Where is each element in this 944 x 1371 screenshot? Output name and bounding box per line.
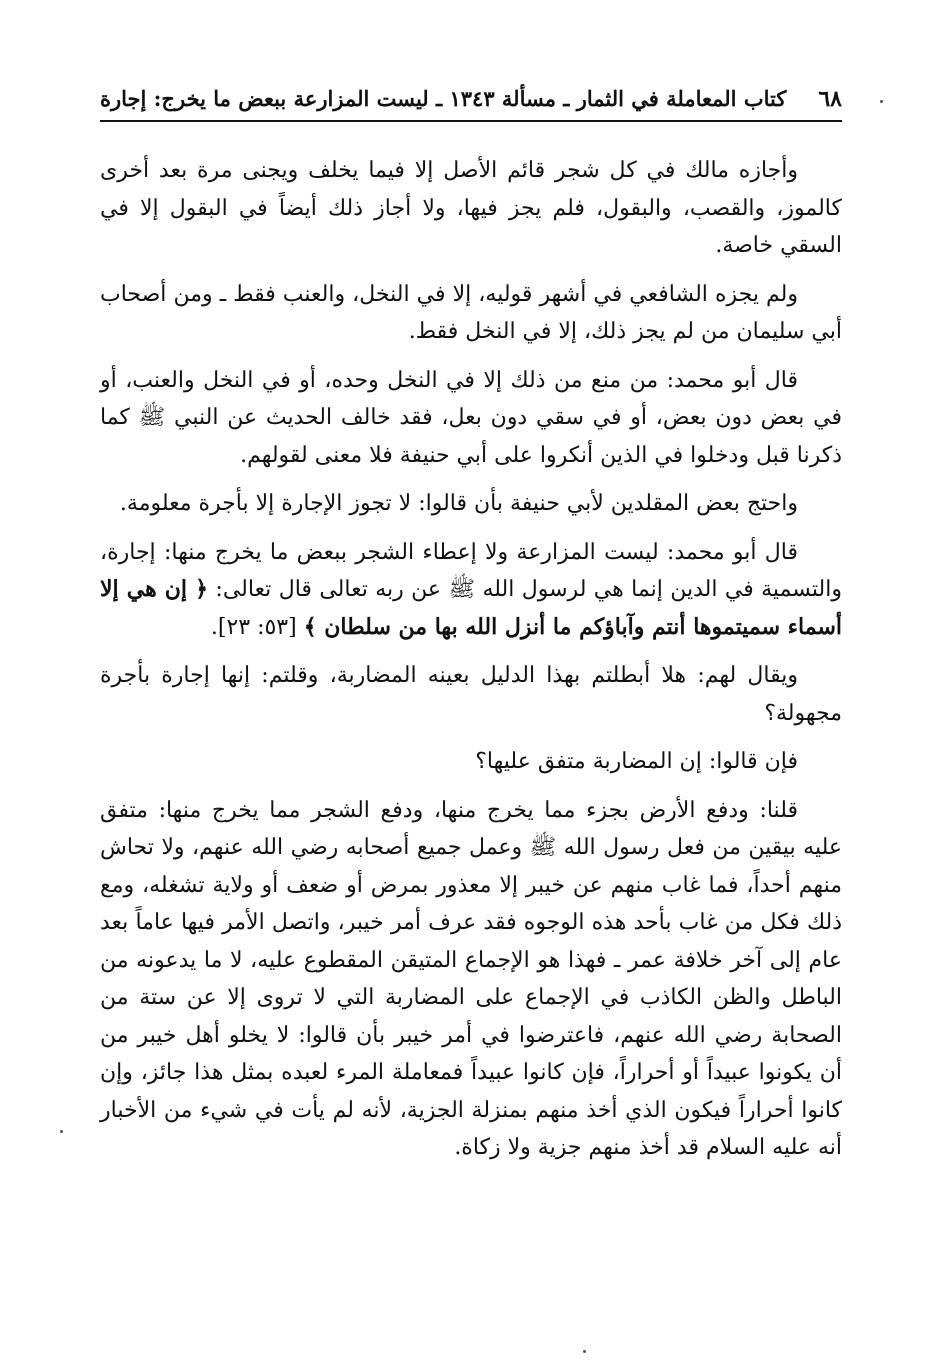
paragraph-4 [100,485,842,523]
paragraph-text: ويقال لهم: هلا أبطلتم بهذا الدليل بعينه المضاربة، وقلتم: إنها إجارة بأجرة مجهولة؟ [100,663,842,726]
scan-speck [583,1350,586,1353]
paragraph-text: فإن قالوا: إن المضاربة متفق عليها؟ [475,749,798,774]
paragraph-text: قلنا: ودفع الأرض بجزء مما يخرج منها، ودفع الشجر مما يخرج منها: متفق عليه بيقين من فعل رسول الله ﷺ وعمل جميع أصحابه رضي الله عنهم، ولا تحاش منهم أحداً، فما غاب منهم عن خيبر إلا معذور بمرض أو ضعف أو ولاية تشغله، ومع ذلك فكل من غاب بأحد هذه الوجوه فقد عرف أمر خيبر، واتصل الأمر فيها عاماً بعد عام إلى آخر خلافة عمر ـ فهذا هو الإجماع المتيقن المقطوع عليه، لا ما يدعونه من الباطل والظن الكاذب في الإجماع على المضاربة التي لا تروى إلا عن ستة من الصحابة رضي الله عنهم، فاعترضوا في أمر خيبر بأن قالوا: لا يخلو أهل خيبر من أن يكونوا عبيداً أو أحراراً، فإن كانوا عبيداً فمعاملة المرء لعبده بمثل هذا جائز، وإن كانوا أحراراً فيكون الذي أخذ منهم بمنزلة الجزية، لأنه لم يأت في شيء من الأخبار أنه عليه السلام قد أخذ منهم جزية ولا زكاة. [100,797,843,1160]
body-text [100,152,842,1178]
paragraph-text: قال أبو محمد: من منع من ذلك إلا في النخل وحده، أو في النخل والعنب، أو في بعض دون بعض، أو في سقي دون بعل، فقد خالف الحديث عن النبي ﷺ كما ذكرنا قبل ودخلوا في الذين أنكروا على أبي حنيفة فلا معنى لقولهم. [100,367,842,468]
quote-reference: [٥٣: ٢٣]. [210,614,304,640]
paragraph-text: قال أبو محمد: ليست المزارعة ولا إعطاء الشجر ببعض ما يخرج منها: إجارة، والتسمية في الدين إنما هي لرسول الله ﷺ عن ربه تعالى قال تعالى: [100,539,842,602]
paragraph-3 [100,362,842,475]
running-title: كتاب المعاملة في الثمار ـ مسألة ١٣٤٣ ـ ليست المزارعة ببعض ما يخرج: إجارة [100,86,787,111]
paragraph-text: واحتج بعض المقلدين لأبي حنيفة بأن قالوا: لا تجوز الإجارة إلا بأجرة معلومة. [119,491,798,516]
paragraph-8 [100,792,842,1167]
paragraph-7 [100,743,842,781]
paragraph-5 [100,534,842,647]
scan-speck [880,100,883,103]
page-header [100,80,842,122]
paragraph-1 [100,152,842,265]
scan-speck [60,1130,63,1133]
paragraph-2 [100,276,842,351]
paragraph-6 [100,657,842,732]
quran-quote: ﴿ إن هي إلا أسماء سميتموها أنتم وآباؤكم ما أنزل الله بها من سلطان ﴾ [100,576,842,640]
page-number: ٦٨ [818,86,842,112]
paragraph-text: وأجازه مالك في كل شجر قائم الأصل إلا فيما يخلف ويجنى مرة بعد أخرى كالموز، والقصب، والبقول، فلم يجز فيها، ولا أجاز ذلك أيضاً في البقول إلا في السقي خاصة. [100,158,842,258]
paragraph-text: ولم يجزه الشافعي في أشهر قوليه، إلا في النخل، والعنب فقط ـ ومن أصحاب أبي سليمان من لم يجز ذلك، إلا في النخل فقط. [100,281,842,344]
